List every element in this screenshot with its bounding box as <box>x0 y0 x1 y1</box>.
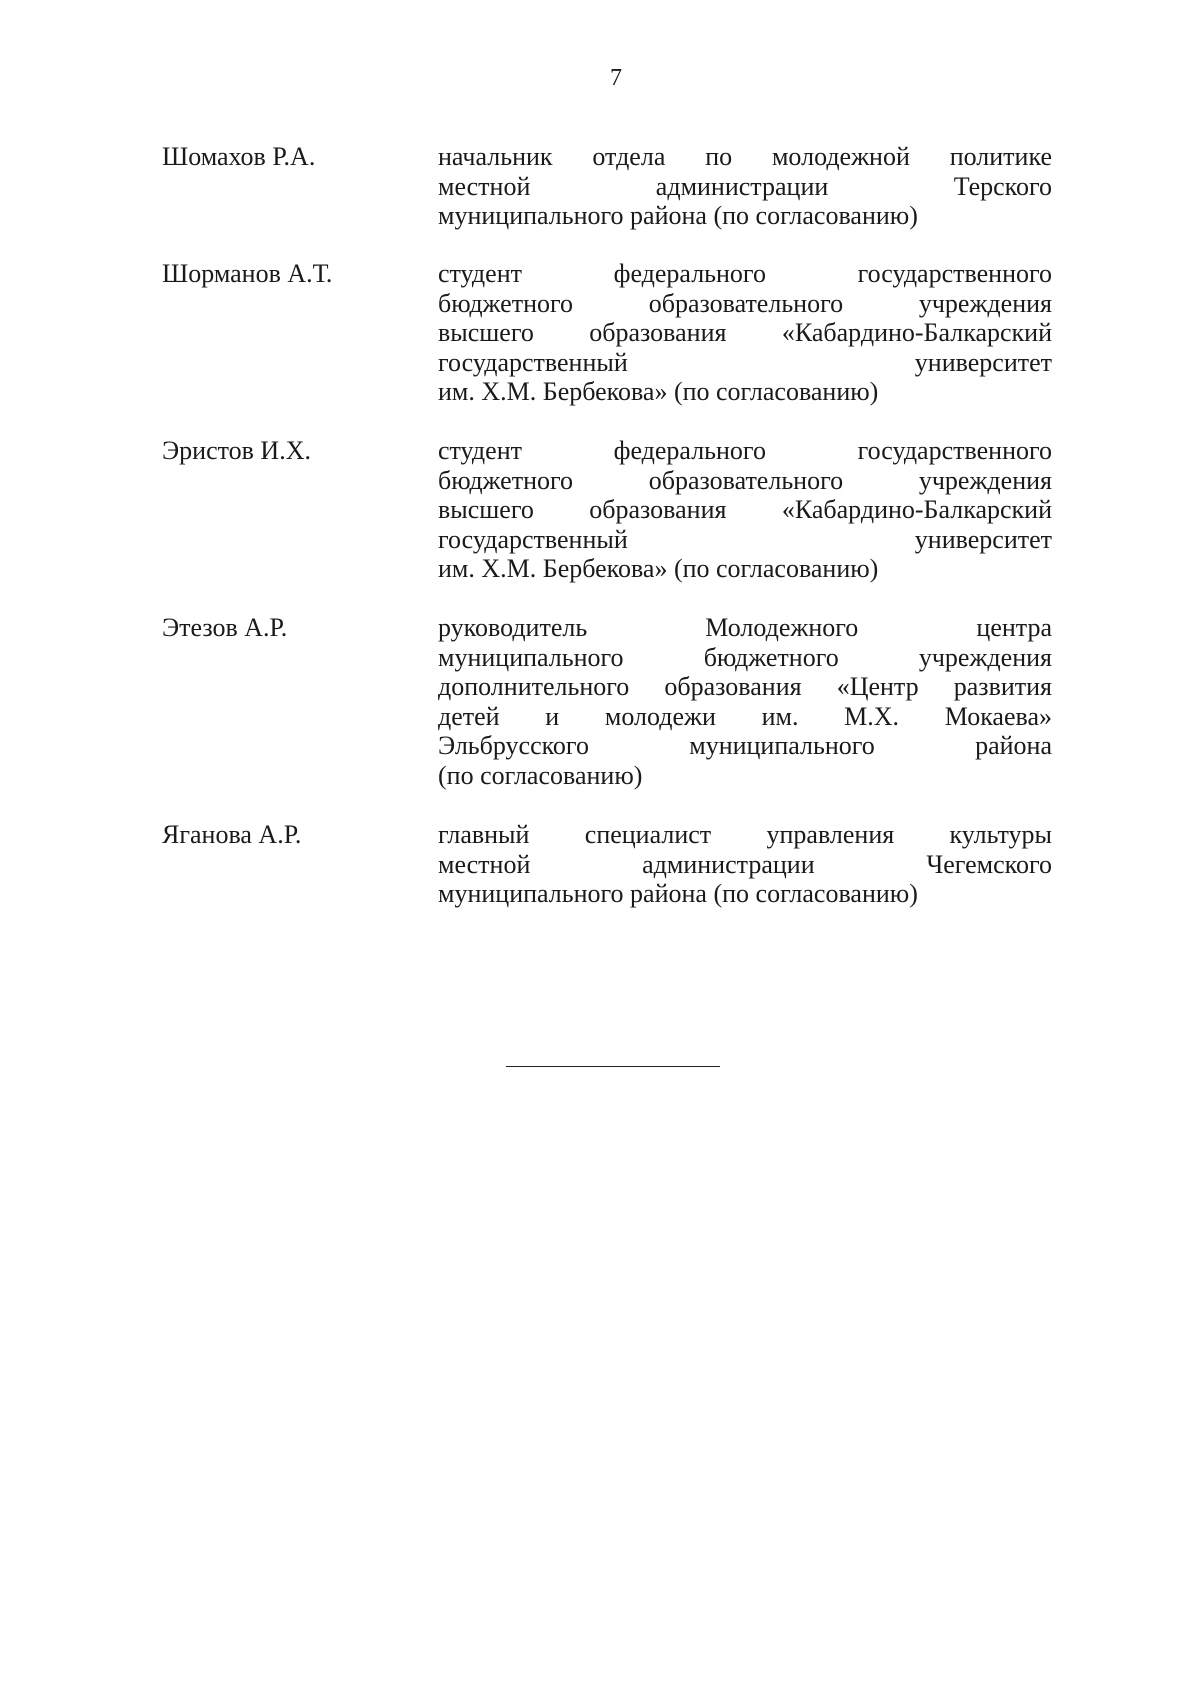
member-name: Эристов И.Х. <box>162 436 311 465</box>
position-line: местной администрации Чегемского <box>438 849 1052 879</box>
position-line: дополнительного образования «Центр развития <box>438 672 1052 701</box>
member-position <box>438 436 1052 584</box>
member-name: Шорманов А.Т. <box>162 259 333 288</box>
position-line: Эльбрусского муниципального района <box>438 731 1052 760</box>
position-line: муниципального района (по согласованию) <box>438 201 918 230</box>
position-line: высшего образования «Кабардино-Балкарский <box>438 495 1052 524</box>
position-line: детей и молодежи им. М.Х. Мокаева» <box>438 701 1052 731</box>
member-name: Этезов А.Р. <box>162 613 288 642</box>
position-line: высшего образования «Кабардино-Балкарский <box>438 318 1052 347</box>
position-line: им. Х.М. Бербекова» (по согласованию) <box>438 554 879 583</box>
member-name: Шомахов Р.А. <box>162 142 316 171</box>
position-line: студент федерального государственного <box>438 259 1052 288</box>
member-name: Яганова А.Р. <box>162 820 302 849</box>
position-line: государственный университет <box>438 524 1052 554</box>
page-number: 7 <box>610 65 622 91</box>
position-line: бюджетного образовательного учреждения <box>438 465 1052 495</box>
position-line: главный специалист управления культуры <box>438 820 1052 849</box>
position-line: им. Х.М. Бербекова» (по согласованию) <box>438 377 879 406</box>
member-position <box>438 259 1052 407</box>
position-line: муниципального района (по согласованию) <box>438 879 918 908</box>
member-position <box>438 613 1052 790</box>
position-line: руководитель Молодежного центра <box>438 613 1052 642</box>
position-line: муниципального бюджетного учреждения <box>438 642 1052 672</box>
position-line: государственный университет <box>438 347 1052 377</box>
position-line: (по согласованию) <box>438 760 643 790</box>
position-line: начальник отдела по молодежной политике <box>438 142 1052 171</box>
end-separator-line <box>506 1066 720 1067</box>
member-position <box>438 142 1052 231</box>
position-line: студент федерального государственного <box>438 436 1052 465</box>
position-line: бюджетного образовательного учреждения <box>438 288 1052 318</box>
position-line: местной администрации Терского <box>438 171 1052 201</box>
member-position <box>438 820 1052 909</box>
